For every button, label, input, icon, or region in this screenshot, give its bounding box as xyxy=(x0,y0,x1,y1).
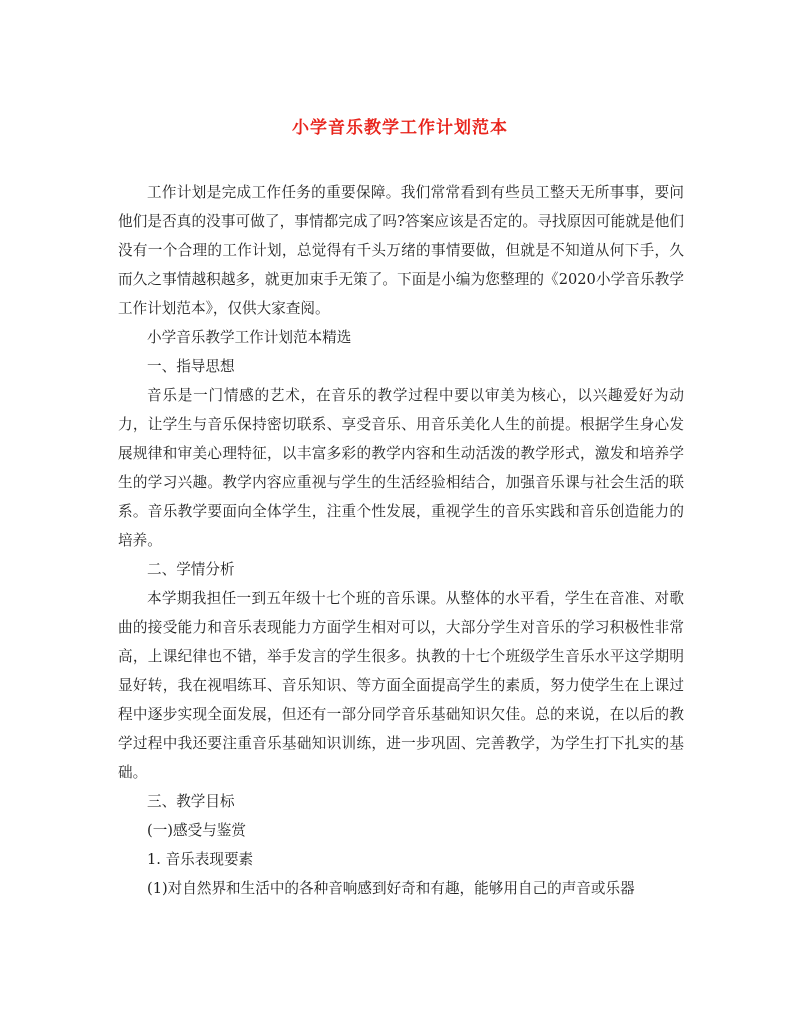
document-title: 小学音乐教学工作计划范本 xyxy=(292,118,508,138)
subheading-music-elements: 1. 音乐表现要素 xyxy=(147,851,254,868)
intro-paragraph: 工作计划是完成工作任务的重要保障。我们常常看到有些员工整天无所事事，要问他们是否真的没事可做了，事情都完成了吗?答案应该是否定的。寻找原因可能就是他们没有一个合理的工作计划，总觉得有千头万绪的事情要做，但就是不知道从何下手，久而久之事情越积越多，就更加束手无策了。下面是小编为您整理的《2020小学音乐教学工作计划范本》，仅供大家查阅。 xyxy=(118,184,684,317)
paragraph-guiding-ideology: 音乐是一门情感的艺术，在音乐的教学过程中要以审美为核心，以兴趣爱好为动力，让学生与音乐保持密切联系、享受音乐、用音乐美化人生的前提。根据学生身心发展规律和审美心理特征，以丰富多彩的教学内容和生动活泼的教学形式，激发和培养学生的学习兴趣。教学内容应重视与学生的生活经验相结合，加强音乐课与社会生活的联系。音乐教学要面向全体学生，注重个性发展，重视学生的音乐实践和音乐创造能力的培养。 xyxy=(118,387,684,549)
subheading-appreciation: (一)感受与鉴赏 xyxy=(147,822,246,839)
heading-teaching-goals: 三、教学目标 xyxy=(147,793,235,810)
heading-student-analysis: 二、学情分析 xyxy=(147,561,235,578)
list-item-1: (1)对自然界和生活中的各种音响感到好奇和有趣，能够用自己的声音或乐器 xyxy=(147,880,635,897)
heading-guiding-ideology: 一、指导思想 xyxy=(147,358,235,375)
document-body xyxy=(118,178,684,903)
paragraph-student-analysis: 本学期我担任一到五年级十七个班的音乐课。从整体的水平看，学生在音准、对歌曲的接受能力和音乐表现能力方面学生相对可以，大部分学生对音乐的学习积极性非常高，上课纪律也不错，举手发言的学生很多。执教的十七个班级学生音乐水平这学期明显好转，我在视唱练耳、音乐知识、等方面全面提高学生的素质，努力使学生在上课过程中逐步实现全面发展，但还有一部分同学音乐基础知识欠佳。总的来说，在以后的教学过程中我还要注重音乐基础知识训练，进一步巩固、完善教学，为学生打下扎实的基础。 xyxy=(118,590,684,781)
section-subtitle: 小学音乐教学工作计划范本精选 xyxy=(147,329,352,346)
